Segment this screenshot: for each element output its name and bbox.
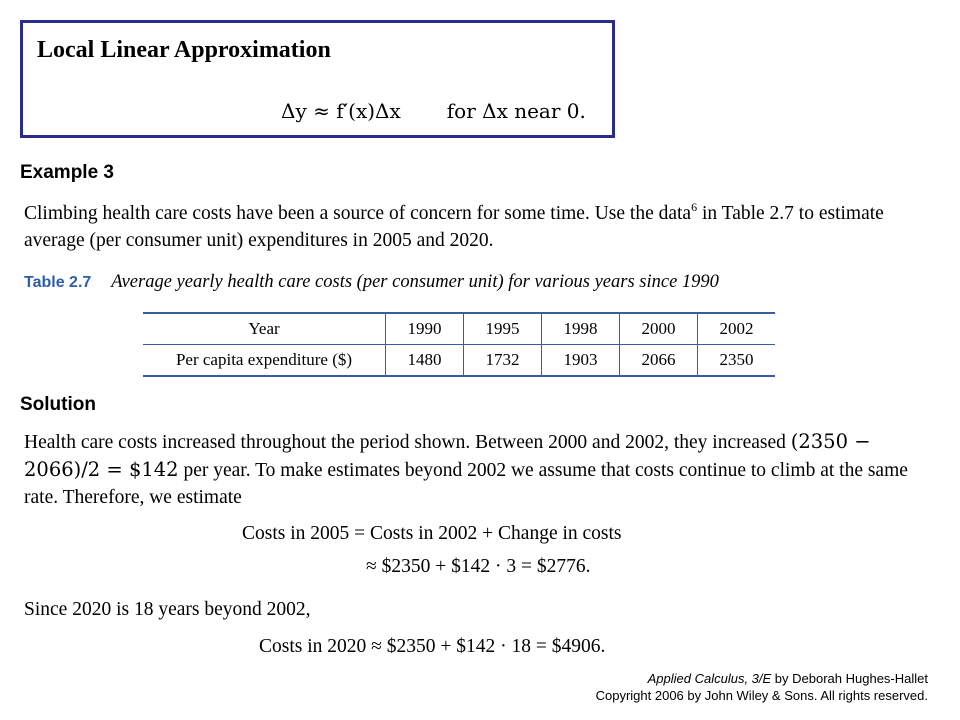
data-table (143, 312, 775, 377)
table-cell-year: 1990 (386, 313, 464, 345)
table-cell-year: 1998 (542, 313, 620, 345)
table-caption (24, 272, 719, 293)
formula-condition: for Δx near 0. (446, 99, 586, 123)
table-cell-expenditure: 2066 (620, 345, 698, 377)
table-cell-expenditure: 2350 (698, 345, 776, 377)
table-cell-expenditure: 1903 (542, 345, 620, 377)
solution-inline-math: (2350 − 2066)/2 = $142 (24, 430, 871, 481)
example-heading: Example 3 (20, 162, 114, 183)
table-row-header: Year (143, 313, 386, 345)
credit-copyright: Copyright 2006 by John Wiley & Sons. All rights reserved. (595, 688, 928, 703)
calculation-line-2005: Costs in 2005 = Costs in 2002 + Change in costs (242, 523, 622, 544)
solution-text (24, 428, 924, 511)
table-cell-year: 2002 (698, 313, 776, 345)
definition-title: Local Linear Approximation (37, 37, 331, 63)
formula-expression: Δy ≈ f′(x)Δx (281, 99, 401, 123)
solution-text-end: per year. To make estimates beyond 2002 we assume that costs continue to climb at the same rate. Therefore, we estimate (24, 460, 908, 508)
table-cell-year: 1995 (464, 313, 542, 345)
credit-book-line (596, 670, 928, 687)
solution-heading: Solution (20, 394, 96, 415)
table-row-expenditure (143, 345, 775, 377)
table-row-year (143, 313, 775, 345)
solution-text-start: Health care costs increased throughout the period shown. Between 2000 and 2002, they increased (24, 432, 791, 453)
problem-text-start: Climbing health care costs have been a source of concern for some time. Use the data (24, 203, 692, 224)
table-cell-expenditure: 1480 (386, 345, 464, 377)
table-label: Table 2.7 (24, 274, 92, 291)
calculation-line-2020: Costs in 2020 ≈ $2350 + $142 · 18 = $4906. (259, 636, 606, 657)
footnote-mark: 6 (691, 200, 698, 214)
table-row-header: Per capita expenditure ($) (143, 345, 386, 377)
definition-box (20, 20, 615, 138)
credit-book-title: Applied Calculus, 3/E (647, 671, 772, 686)
definition-formula (281, 99, 586, 123)
table-cell-year: 2000 (620, 313, 698, 345)
credit-footer (596, 670, 928, 704)
problem-text (24, 194, 924, 254)
calculation-line-2005-result: ≈ $2350 + $142 · 3 = $2776. (366, 556, 591, 577)
table-cell-expenditure: 1732 (464, 345, 542, 377)
credit-author: by Deborah Hughes-Hallet (771, 671, 928, 686)
table-title: Average yearly health care costs (per consumer unit) for various years since 1990 (111, 272, 719, 292)
problem-text-end: in Table 2.7 to estimate average (per consumer unit) expenditures in 2005 and 2020. (24, 203, 884, 251)
since-text: Since 2020 is 18 years beyond 2002, (24, 599, 311, 620)
